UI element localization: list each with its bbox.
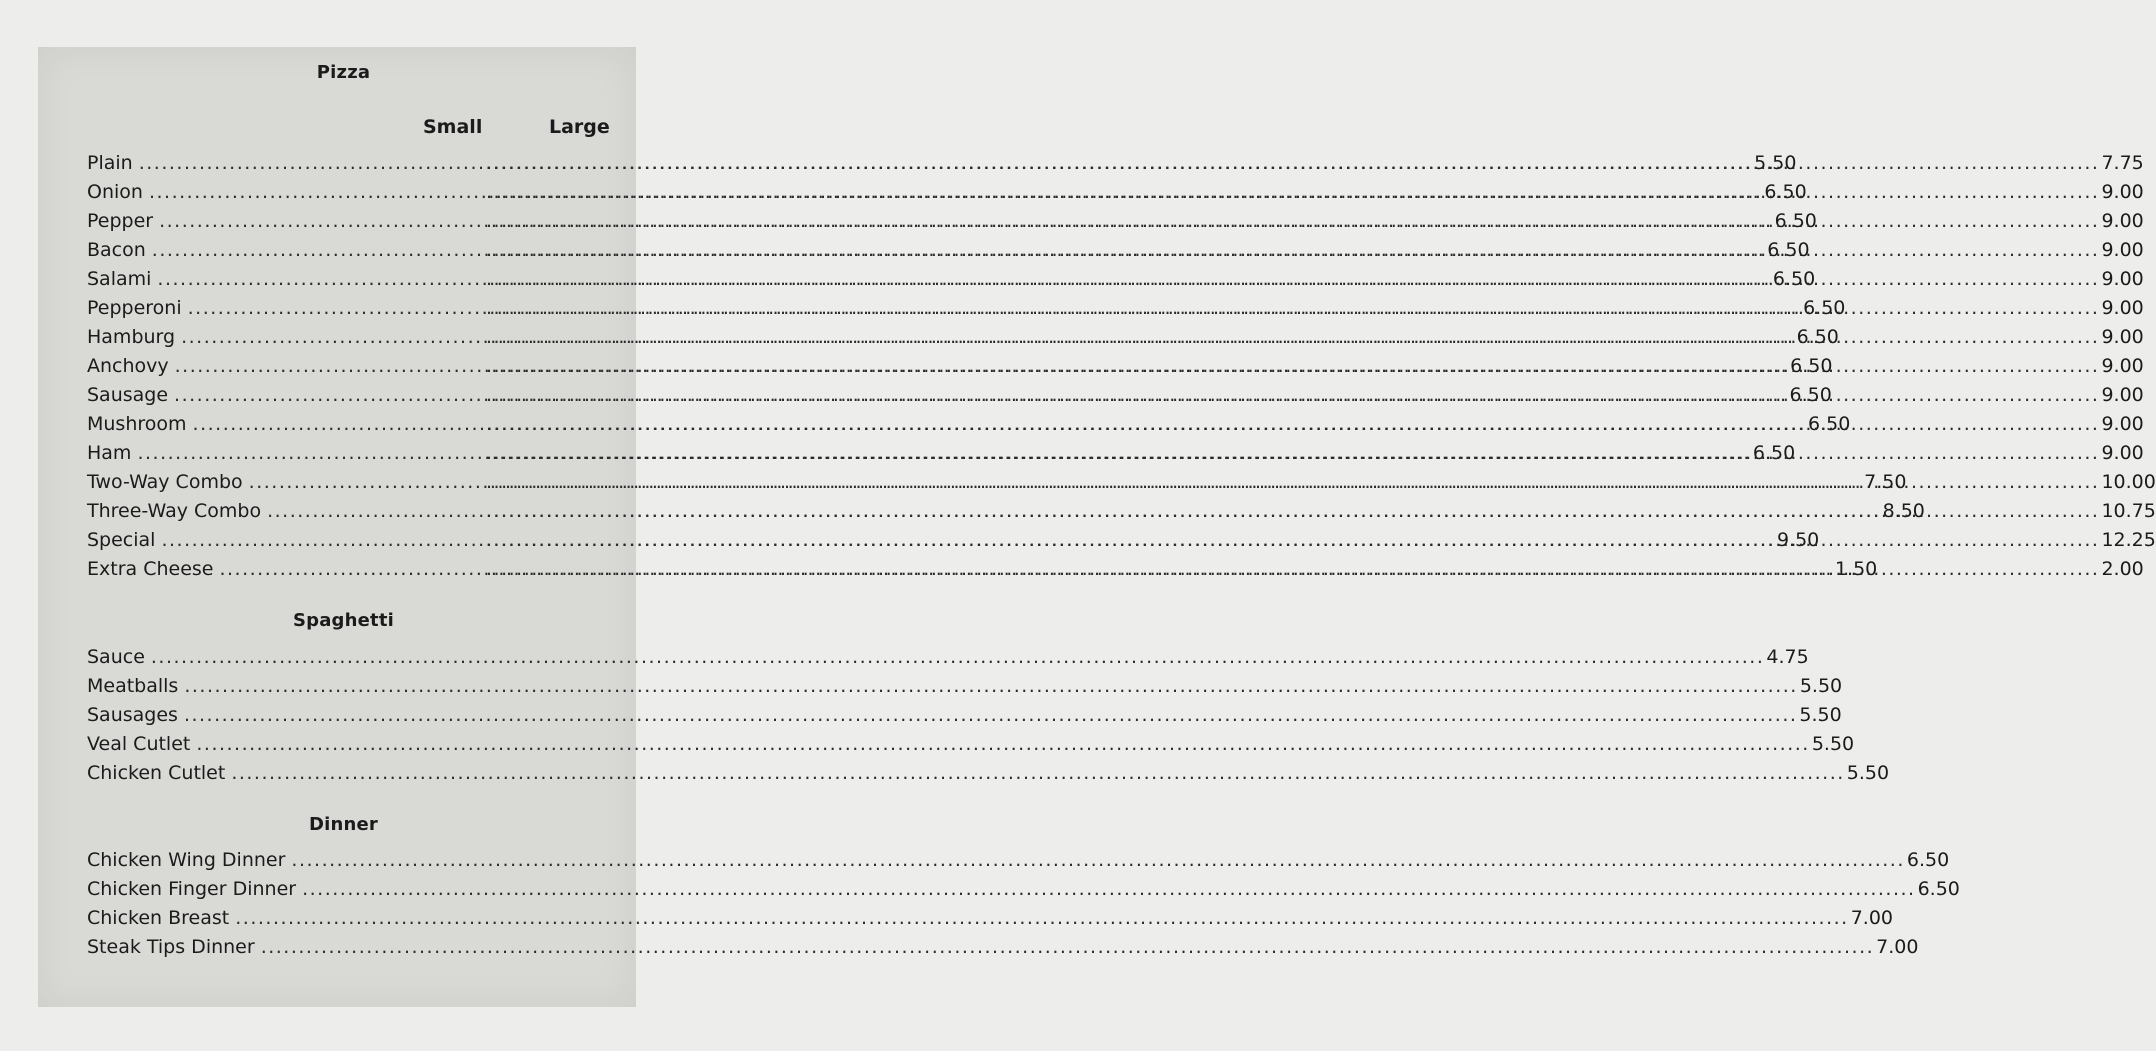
item-name: Three-Way Combo xyxy=(87,500,262,522)
large-price: 9.00 xyxy=(2101,297,2144,319)
item-name: Steak Tips Dinner xyxy=(87,936,255,958)
menu-item-row xyxy=(87,436,2144,464)
dot-leader xyxy=(486,384,2099,406)
large-price: 2.00 xyxy=(2101,558,2144,580)
item-price: 5.50 xyxy=(1846,762,1890,784)
dot-leader xyxy=(302,878,1915,900)
item-price: 6.50 xyxy=(1906,849,1950,871)
item-price: 4.75 xyxy=(1766,646,1809,668)
dinner-section-title: Dinner xyxy=(308,814,379,835)
dot-leader xyxy=(231,762,1844,784)
menu-item-row xyxy=(87,320,2144,348)
menu-item-row xyxy=(87,349,2144,377)
small-price: 6.50 xyxy=(1774,210,1817,232)
small-price: 6.50 xyxy=(1790,355,1833,377)
large-price-group xyxy=(476,326,2144,348)
item-name: Sausages xyxy=(87,704,178,726)
dot-leader xyxy=(151,646,1764,668)
small-price-group xyxy=(87,384,1832,406)
dot-leader xyxy=(486,181,2099,203)
large-price-group xyxy=(476,355,2144,377)
menu-item-row xyxy=(87,930,1919,958)
item-name: Chicken Wing Dinner xyxy=(87,849,286,871)
menu-item-row xyxy=(87,465,2156,493)
large-price-group xyxy=(476,210,2144,232)
dot-leader xyxy=(196,733,1809,755)
small-price: 1.50 xyxy=(1834,558,1878,580)
menu-item-row xyxy=(87,233,2144,261)
dot-leader xyxy=(486,355,2099,377)
item-price: 7.00 xyxy=(1850,907,1894,929)
dot-leader xyxy=(184,704,1797,726)
large-price-group xyxy=(476,529,2156,551)
item-name: Pepperoni xyxy=(87,297,182,319)
item-name: Anchovy xyxy=(87,355,169,377)
large-price-group xyxy=(476,239,2144,261)
item-price: 6.50 xyxy=(1917,878,1960,900)
dot-leader xyxy=(486,210,2099,232)
menu-item-row xyxy=(87,378,2144,406)
dot-leader xyxy=(235,907,1848,929)
dot-leader xyxy=(291,849,1904,871)
dot-leader xyxy=(486,471,2099,493)
large-price: 10.75 xyxy=(2101,500,2156,522)
item-name: Extra Cheese xyxy=(87,558,214,580)
menu-item-row xyxy=(87,494,2156,522)
large-price: 9.00 xyxy=(2101,210,2144,232)
large-price: 9.00 xyxy=(2101,355,2144,377)
small-price-group xyxy=(87,529,1820,551)
small-price: 6.50 xyxy=(1796,326,1839,348)
item-name: Sausage xyxy=(87,384,169,406)
dot-leader xyxy=(261,936,1874,958)
menu-item-row xyxy=(87,872,1960,900)
large-price-group xyxy=(476,413,2144,435)
small-price: 6.50 xyxy=(1764,181,1807,203)
item-price: 5.50 xyxy=(1799,675,1843,697)
small-price: 7.50 xyxy=(1864,471,1907,493)
small-column-header: Small xyxy=(423,116,483,138)
pizza-section-title: Pizza xyxy=(316,62,371,83)
item-name: Chicken Cutlet xyxy=(87,762,226,784)
small-price-group xyxy=(87,297,1846,319)
small-price: 6.50 xyxy=(1772,268,1816,290)
dot-leader xyxy=(486,558,2099,580)
menu-item-row xyxy=(87,901,1894,929)
item-name: Plain xyxy=(87,152,133,174)
item-name: Hamburg xyxy=(87,326,176,348)
item-name: Meatballs xyxy=(87,675,179,697)
dot-leader xyxy=(486,413,2099,435)
spaghetti-section-title: Spaghetti xyxy=(292,610,395,631)
dot-leader xyxy=(486,297,2099,319)
large-price: 10.00 xyxy=(2101,471,2156,493)
small-price-group xyxy=(87,152,1797,174)
dot-leader xyxy=(486,500,2099,522)
menu-item-row xyxy=(87,291,2144,319)
item-name: Two-Way Combo xyxy=(87,471,243,493)
menu-item-row xyxy=(87,756,1890,784)
item-name: Veal Cutlet xyxy=(87,733,191,755)
item-name: Onion xyxy=(87,181,143,203)
item-name: Pepper xyxy=(87,210,154,232)
small-price: 6.50 xyxy=(1808,413,1851,435)
small-price-group xyxy=(87,326,1839,348)
large-price: 9.00 xyxy=(2101,239,2144,261)
large-price-group xyxy=(476,442,2144,464)
dot-leader xyxy=(486,152,2099,174)
large-price-group xyxy=(476,152,2144,174)
small-price-group xyxy=(87,471,1907,493)
dot-leader xyxy=(486,268,2099,290)
item-name: Salami xyxy=(87,268,152,290)
small-price-group xyxy=(87,442,1796,464)
large-price: 7.75 xyxy=(2101,152,2144,174)
small-price: 6.50 xyxy=(1767,239,1810,261)
item-name: Ham xyxy=(87,442,132,464)
small-price-group xyxy=(87,239,1810,261)
large-price: 9.00 xyxy=(2101,326,2144,348)
menu-item-row xyxy=(87,523,2156,551)
small-price-group xyxy=(87,413,1851,435)
menu-item-row xyxy=(87,204,2144,232)
item-name: Chicken Finger Dinner xyxy=(87,878,297,900)
menu-item-row xyxy=(87,146,2144,174)
small-price-group xyxy=(87,210,1817,232)
menu-item-row xyxy=(87,407,2144,435)
item-name: Bacon xyxy=(87,239,146,261)
large-price: 9.00 xyxy=(2101,413,2144,435)
menu-item-row xyxy=(87,843,1950,871)
menu-item-row xyxy=(87,262,2144,290)
small-price: 9.50 xyxy=(1776,529,1820,551)
small-price: 6.50 xyxy=(1803,297,1846,319)
small-price-group xyxy=(87,500,1925,522)
menu-item-row xyxy=(87,175,2144,203)
menu-item-row xyxy=(87,727,1855,755)
item-price: 5.50 xyxy=(1799,704,1842,726)
item-price: 7.00 xyxy=(1876,936,1919,958)
small-price: 6.50 xyxy=(1789,384,1832,406)
large-price: 9.00 xyxy=(2101,442,2144,464)
dot-leader xyxy=(486,326,2099,348)
large-price-group xyxy=(476,181,2144,203)
menu-item-row xyxy=(87,698,1842,726)
item-price: 5.50 xyxy=(1811,733,1855,755)
item-name: Mushroom xyxy=(87,413,187,435)
large-price: 9.00 xyxy=(2101,268,2144,290)
item-name: Sauce xyxy=(87,646,145,668)
item-name: Chicken Breast xyxy=(87,907,230,929)
small-price-group xyxy=(87,268,1816,290)
large-price: 9.00 xyxy=(2101,384,2144,406)
large-price-group xyxy=(476,384,2144,406)
small-price-group xyxy=(87,558,1878,580)
menu-item-row xyxy=(87,552,2144,580)
large-price: 9.00 xyxy=(2101,181,2144,203)
small-price-group xyxy=(87,355,1833,377)
dot-leader xyxy=(486,239,2099,261)
large-price: 12.25 xyxy=(2101,529,2156,551)
small-price: 6.50 xyxy=(1752,442,1796,464)
item-name: Special xyxy=(87,529,156,551)
menu-item-row xyxy=(87,669,1843,697)
large-price-group xyxy=(476,558,2144,580)
large-price-group xyxy=(476,297,2144,319)
dot-leader xyxy=(486,442,2099,464)
large-price-group xyxy=(476,268,2144,290)
large-price-group xyxy=(476,500,2156,522)
large-price-group xyxy=(476,471,2156,493)
menu-item-row xyxy=(87,640,1809,668)
small-price: 5.50 xyxy=(1754,152,1797,174)
dot-leader xyxy=(184,675,1797,697)
small-price-group xyxy=(87,181,1807,203)
small-price: 8.50 xyxy=(1882,500,1925,522)
dot-leader xyxy=(486,529,2099,551)
large-column-header: Large xyxy=(549,116,610,138)
